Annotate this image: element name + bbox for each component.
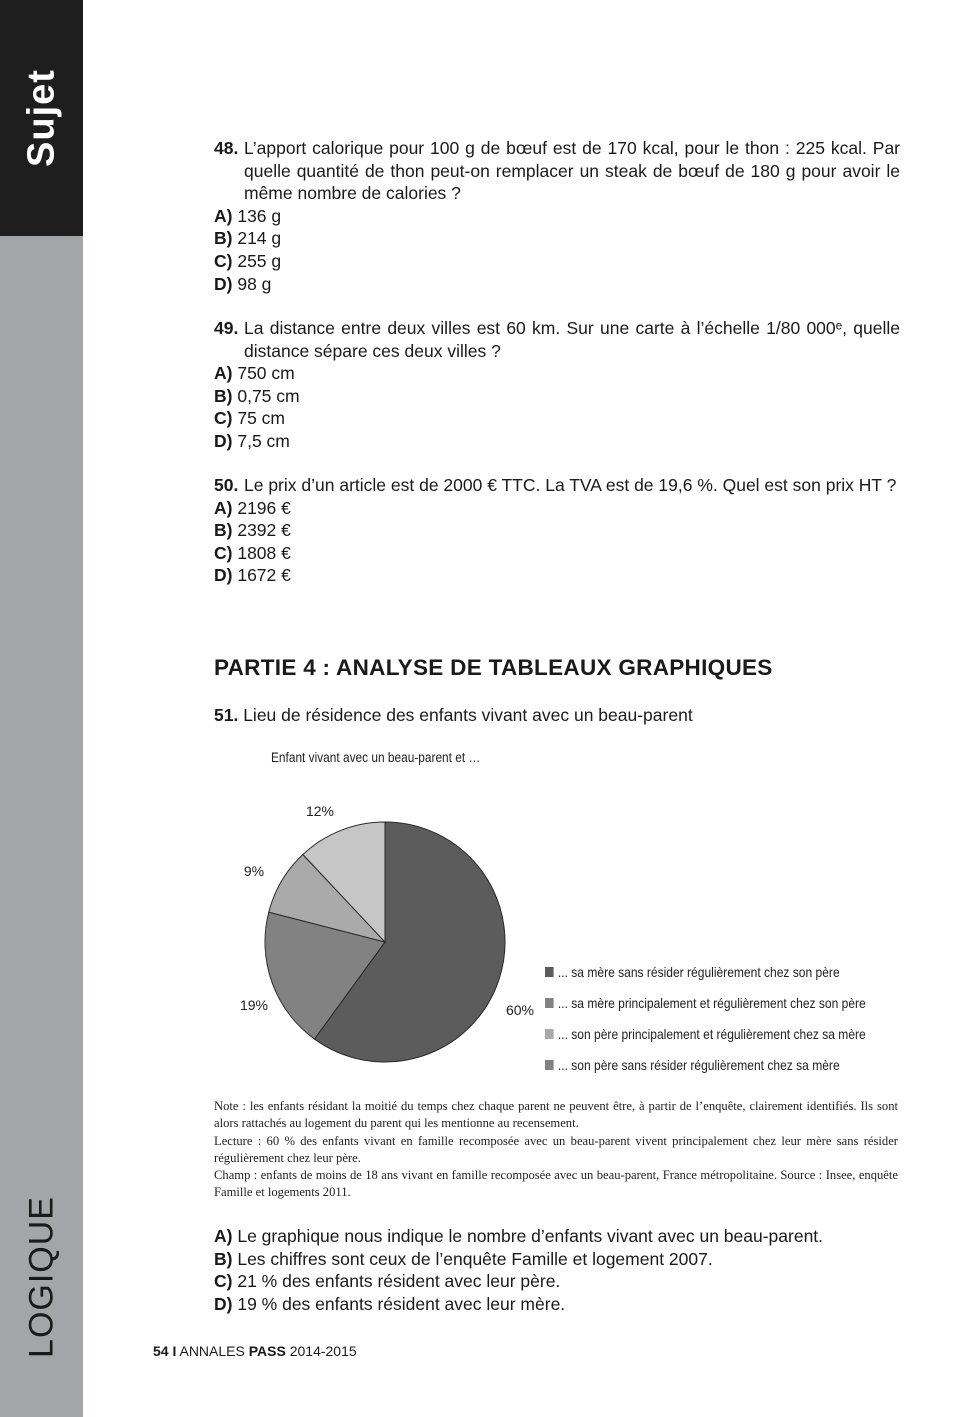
option-a: A) 2196 € (214, 497, 291, 518)
sidebar-section-label: Sujet (20, 69, 63, 167)
legend-swatch (545, 1060, 554, 1070)
legend-swatch (545, 967, 554, 977)
pie-chart (230, 800, 535, 1080)
legend-label: ... sa mère sans résider régulièrement chez son père (557, 963, 840, 980)
chart-title: Enfant vivant avec un beau-parent et … (271, 750, 481, 765)
footer-pass: PASS (248, 1343, 286, 1359)
legend-item (545, 956, 866, 987)
legend-label: ... son père principalement et régulièrement chez sa mère (557, 1025, 866, 1042)
question-number: 48. (214, 138, 239, 158)
question-text: Lieu de résidence des enfants vivant avec un beau-parent (243, 705, 693, 725)
option-b: B) 214 g (214, 228, 282, 249)
option-b: B) Les chiffres sont ceux de l’enquête Famille et logement 2007. (214, 1248, 713, 1269)
option-d: D) 1672 € (214, 565, 291, 586)
note-paragraph: Note : les enfants résidant la moitié du temps chez chaque parent ne peuvent être, à partir de l’enquête, clairement identifiés. Ils sont alors rattachés au logement du parent qui les mentionne au recensement. (214, 1099, 898, 1131)
page-number: 54 (153, 1343, 169, 1359)
pie-value-label: 19% (239, 997, 269, 1013)
question-50 (214, 474, 900, 587)
legend-item (545, 987, 866, 1018)
question-49 (214, 317, 900, 453)
part-title: PARTIE 4 : ANALYSE DE TABLEAUX GRAPHIQUES (214, 655, 773, 680)
champ-paragraph: Champ : enfants de moins de 18 ans vivant en famille recomposée avec un beau-parent, France métropolitaine. Source : Insee, enquête Famille et logements 2011. (214, 1168, 898, 1200)
legend-label: ... son père sans résider régulièrement chez sa mère (557, 1056, 840, 1073)
page-footer (153, 1343, 357, 1359)
sidebar-subject-label: LOGIQUE (22, 1196, 61, 1358)
question-51 (214, 705, 693, 726)
chart-notes (214, 1098, 898, 1202)
option-d: D) 7,5 cm (214, 430, 290, 451)
option-d: D) 98 g (214, 273, 272, 294)
option-d: D) 19 % des enfants résident avec leur mère. (214, 1293, 566, 1314)
footer-separator: I (172, 1343, 177, 1359)
chart-legend (545, 956, 918, 1080)
option-a: A) Le graphique nous indique le nombre d’enfants vivant avec un beau-parent. (214, 1226, 824, 1246)
question-number: 50. (214, 475, 239, 495)
pie-value-label: 9% (243, 863, 265, 879)
option-a: A) 750 cm (214, 363, 295, 384)
footer-years: 2014-2015 (289, 1343, 357, 1359)
question-number: 49. (214, 318, 239, 338)
legend-swatch (545, 998, 554, 1008)
legend-item (545, 1049, 866, 1080)
question-number: 51. (214, 705, 239, 725)
pie-value-label: 60% (505, 1002, 535, 1018)
question-51-options (214, 1225, 823, 1315)
pie-value-label: 12% (305, 803, 335, 819)
option-c: C) 21 % des enfants résident avec leur père. (214, 1271, 561, 1292)
legend-label: ... sa mère principalement et régulièrement chez son père (557, 994, 866, 1011)
option-c: C) 255 g (214, 250, 282, 271)
option-a: A) 136 g (214, 205, 282, 226)
option-c: C) 1808 € (214, 542, 291, 563)
legend-item (545, 1018, 866, 1049)
question-text: La distance entre deux villes est 60 km. Sur une carte à l’échelle 1/80 000ᵉ, quelle distance sépare ces deux villes ? (244, 318, 900, 361)
question-text: L’apport calorique pour 100 g de bœuf est de 170 kcal, pour le thon : 225 kcal. Par quelle quantité de thon peut-on remplacer un steak de bœuf de 180 g pour avoir le même nombre de calories ? (244, 138, 900, 204)
option-b: B) 0,75 cm (214, 385, 300, 406)
question-48 (214, 137, 900, 295)
option-b: B) 2392 € (214, 520, 291, 541)
lecture-paragraph: Lecture : 60 % des enfants vivant en famille recomposée avec un beau-parent vivent principalement chez leur mère sans résider régulièrement chez leur père. (214, 1133, 898, 1165)
option-c: C) 75 cm (214, 408, 285, 429)
question-text: Le prix d’un article est de 2000 € TTC. La TVA est de 19,6 %. Quel est son prix HT ? (244, 475, 897, 495)
legend-swatch (545, 1029, 554, 1039)
footer-annales: ANNALES (179, 1343, 245, 1359)
